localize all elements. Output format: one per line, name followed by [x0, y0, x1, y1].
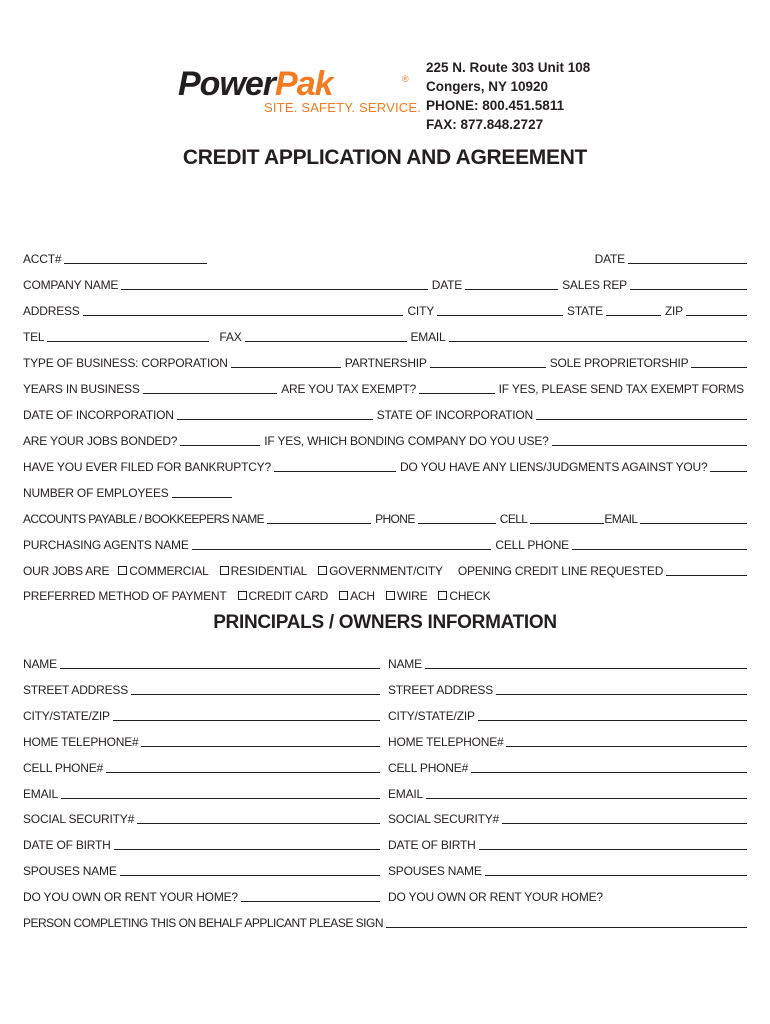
row-signature — [23, 912, 747, 930]
fax-label: FAX — [219, 330, 242, 344]
principal1-city-row — [23, 705, 380, 723]
jobs-bonded-field[interactable] — [180, 432, 260, 446]
credit-card-checkbox[interactable] — [238, 591, 247, 600]
principal2-email-field[interactable] — [426, 785, 747, 799]
state-label: STATE — [567, 304, 603, 318]
company-name-label: COMPANY NAME — [23, 278, 119, 292]
principal2-own-rent-label: DO YOU OWN OR RENT YOUR HOME? — [388, 890, 603, 904]
row-job-types — [23, 560, 747, 578]
state-field[interactable] — [606, 302, 661, 316]
principal1-street-row — [23, 679, 380, 697]
zip-field[interactable] — [686, 302, 747, 316]
principal1-city-label: CITY/STATE/ZIP — [23, 709, 110, 723]
logo-wordmark — [178, 66, 333, 102]
fax-field[interactable] — [245, 328, 407, 342]
address-line-2: Congers, NY 10920 — [426, 79, 549, 94]
principal2-dob-field[interactable] — [479, 836, 747, 850]
principal2-spouse-label: SPOUSES NAME — [388, 864, 482, 878]
state-of-incorporation-field[interactable] — [536, 406, 747, 420]
row-payment-method — [23, 585, 747, 603]
row-accounts-payable — [23, 508, 747, 526]
company-fax: FAX: 877.848.2727 — [426, 117, 544, 132]
principal1-email-field[interactable] — [61, 785, 380, 799]
date-of-incorporation-label: DATE OF INCORPORATION — [23, 408, 174, 422]
principal1-city-field[interactable] — [113, 707, 380, 721]
principal1-dob-label: DATE OF BIRTH — [23, 838, 111, 852]
principal1-cell-field[interactable] — [106, 759, 380, 773]
acct-field[interactable] — [64, 250, 207, 264]
registered-mark: ® — [402, 74, 409, 84]
credit-card-label: CREDIT CARD — [248, 589, 329, 603]
principal1-dob-field[interactable] — [114, 836, 380, 850]
logo-pak-text: Pak — [275, 65, 333, 103]
principal1-cell-label: CELL PHONE# — [23, 761, 104, 775]
job-type-government[interactable] — [318, 564, 446, 578]
page-title: CREDIT APPLICATION AND AGREEMENT — [182, 146, 588, 169]
principal2-street-label: STREET ADDRESS — [388, 683, 494, 697]
ap-name-field[interactable] — [267, 510, 371, 524]
principal1-name-label: NAME — [23, 657, 57, 671]
signature-field[interactable] — [386, 914, 747, 928]
principal1-cell-row — [23, 757, 380, 775]
wire-label: WIRE — [396, 589, 428, 603]
our-jobs-label: OUR JOBS ARE — [23, 564, 110, 578]
row-business-type — [23, 352, 747, 370]
purchasing-cell-label: CELL PHONE — [495, 538, 569, 552]
row-bankruptcy — [23, 456, 747, 474]
principal1-home-tel-label: HOME TELEPHONE# — [23, 735, 139, 749]
date-top-label: DATE — [594, 252, 625, 266]
principal1-ssn-row — [23, 808, 380, 826]
row-years — [23, 378, 747, 396]
principal2-cell-label: CELL PHONE# — [388, 761, 469, 775]
principal1-ssn-label: SOCIAL SECURITY# — [23, 812, 135, 826]
tel-field[interactable] — [47, 328, 209, 342]
opening-credit-line-field[interactable] — [666, 562, 747, 576]
years-in-business-label: YEARS IN BUSINESS — [23, 382, 140, 396]
ap-phone-field[interactable] — [418, 510, 496, 524]
zip-label: ZIP — [664, 304, 683, 318]
opening-credit-line-label: OPENING CREDIT LINE REQUESTED — [457, 564, 664, 578]
date-top-field[interactable] — [628, 250, 747, 264]
principal1-ssn-field[interactable] — [137, 810, 380, 824]
bonding-company-field[interactable] — [552, 432, 747, 446]
principal2-own-rent-row — [388, 886, 747, 904]
principal2-street-field[interactable] — [496, 681, 747, 695]
payment-wire[interactable] — [386, 589, 431, 603]
preferred-payment-label: PREFERRED METHOD OF PAYMENT — [23, 589, 227, 603]
company-name-field[interactable] — [121, 276, 428, 290]
ap-cell-label: CELL — [499, 512, 528, 526]
tax-exempt-forms-label: IF YES, PLEASE SEND TAX EXEMPT FORMS — [498, 382, 744, 396]
business-type-label: TYPE OF BUSINESS: CORPORATION — [23, 356, 228, 370]
ap-phone-label: PHONE — [375, 512, 415, 526]
principal1-spouse-label: SPOUSES NAME — [23, 864, 117, 878]
principal2-name-row — [388, 653, 747, 671]
bankruptcy-label: HAVE YOU EVER FILED FOR BANKRUPTCY? — [23, 460, 271, 474]
wire-checkbox[interactable] — [386, 591, 395, 600]
principal1-name-field[interactable] — [60, 655, 380, 669]
principal2-ssn-label: SOCIAL SECURITY# — [388, 812, 500, 826]
principal1-spouse-row — [23, 860, 380, 878]
bonding-company-label: IF YES, WHICH BONDING COMPANY DO YOU USE? — [264, 434, 549, 448]
email-field[interactable] — [449, 328, 747, 342]
ap-email-field[interactable] — [640, 510, 747, 524]
signature-label: PERSON COMPLETING THIS ON BEHALF APPLICANT PLEASE SIGN — [23, 916, 383, 930]
row-purchasing — [23, 534, 747, 552]
city-field[interactable] — [437, 302, 563, 316]
logo-power-text: Power — [178, 65, 276, 103]
tel-label: TEL — [23, 330, 45, 344]
row-incorporation — [23, 404, 747, 422]
payment-check[interactable] — [438, 589, 493, 603]
address-field[interactable] — [83, 302, 404, 316]
company-phone: PHONE: 800.451.5811 — [426, 98, 565, 113]
principal2-home-tel-field[interactable] — [506, 733, 747, 747]
principal2-email-label: EMAIL — [388, 787, 424, 801]
principal2-ssn-row — [388, 808, 747, 826]
commercial-label: COMMERCIAL — [129, 564, 209, 578]
row-contact — [23, 326, 747, 344]
num-employees-label: NUMBER OF EMPLOYEES — [23, 486, 169, 500]
address-label: ADDRESS — [23, 304, 80, 318]
job-type-commercial[interactable] — [118, 564, 211, 578]
purchasing-agent-field[interactable] — [192, 536, 492, 550]
principal2-cell-row — [388, 757, 747, 775]
liens-label: DO YOU HAVE ANY LIENS/JUDGMENTS AGAINST YOU? — [399, 460, 708, 474]
partnership-field[interactable] — [430, 354, 546, 368]
principal2-name-label: NAME — [388, 657, 422, 671]
date-of-incorporation-field[interactable] — [177, 406, 373, 420]
principal1-street-label: STREET ADDRESS — [23, 683, 129, 697]
principal1-own-rent-field[interactable] — [241, 888, 380, 902]
ap-cell-field[interactable] — [530, 510, 604, 524]
principal2-spouse-row — [388, 860, 747, 878]
principal1-own-rent-label: DO YOU OWN OR RENT YOUR HOME? — [23, 890, 238, 904]
payment-ach[interactable] — [339, 589, 378, 603]
principal2-ssn-field[interactable] — [502, 810, 747, 824]
sole-proprietorship-field[interactable] — [691, 354, 747, 368]
ap-email-label: EMAIL — [604, 512, 638, 526]
principal2-street-row — [388, 679, 747, 697]
email-label: EMAIL — [410, 330, 446, 344]
corporation-field[interactable] — [231, 354, 341, 368]
principal2-dob-label: DATE OF BIRTH — [388, 838, 476, 852]
commercial-checkbox[interactable] — [118, 566, 127, 575]
principal1-spouse-field[interactable] — [120, 862, 380, 876]
row-acct — [23, 248, 747, 266]
purchasing-cell-field[interactable] — [572, 536, 747, 550]
row-address — [23, 300, 747, 318]
acct-label: ACCT# — [23, 252, 62, 266]
principal2-home-tel-label: HOME TELEPHONE# — [388, 735, 504, 749]
principal1-own-rent-row — [23, 886, 380, 904]
sales-rep-field[interactable] — [630, 276, 747, 290]
ap-name-label: ACCOUNTS PAYABLE / BOOKKEEPERS NAME — [23, 512, 265, 526]
government-checkbox[interactable] — [318, 566, 327, 575]
principal2-home-tel-row — [388, 731, 747, 749]
liens-field[interactable] — [710, 458, 747, 472]
principal2-email-row — [388, 783, 747, 801]
principal2-city-row — [388, 705, 747, 723]
city-label: CITY — [407, 304, 435, 318]
principal2-name-field[interactable] — [425, 655, 747, 669]
principal1-email-row — [23, 783, 380, 801]
check-label: CHECK — [449, 589, 491, 603]
purchasing-agent-label: PURCHASING AGENTS NAME — [23, 538, 189, 552]
principal2-spouse-field[interactable] — [485, 862, 747, 876]
logo-tagline: SITE. SAFETY. SERVICE. — [264, 100, 422, 115]
payment-credit-card[interactable] — [238, 589, 332, 603]
row-employees — [23, 482, 747, 500]
principal2-city-label: CITY/STATE/ZIP — [388, 709, 475, 723]
bankruptcy-field[interactable] — [274, 458, 396, 472]
date-label: DATE — [431, 278, 463, 292]
tax-exempt-label: ARE YOU TAX EXEMPT? — [281, 382, 417, 396]
company-address-block — [426, 58, 590, 134]
ach-checkbox[interactable] — [339, 591, 348, 600]
partnership-label: PARTNERSHIP — [344, 356, 427, 370]
government-label: GOVERNMENT/CITY — [329, 564, 443, 578]
powerpak-logo — [178, 65, 422, 118]
ach-label: ACH — [350, 589, 375, 603]
principal2-city-field[interactable] — [478, 707, 747, 721]
residential-checkbox[interactable] — [220, 566, 229, 575]
principal1-email-label: EMAIL — [23, 787, 59, 801]
years-in-business-field[interactable] — [143, 380, 278, 394]
principals-section-title: PRINCIPALS / OWNERS INFORMATION — [213, 612, 557, 633]
principal1-home-tel-field[interactable] — [141, 733, 380, 747]
jobs-bonded-label: ARE YOUR JOBS BONDED? — [23, 434, 178, 448]
address-line-1: 225 N. Route 303 Unit 108 — [426, 60, 591, 75]
num-employees-field[interactable] — [172, 484, 232, 498]
residential-label: RESIDENTIAL — [230, 564, 308, 578]
state-of-incorporation-label: STATE OF INCORPORATION — [376, 408, 533, 422]
row-company — [23, 274, 747, 292]
principal1-home-tel-row — [23, 731, 380, 749]
principal2-dob-row — [388, 834, 747, 852]
tax-exempt-field[interactable] — [419, 380, 495, 394]
principal2-cell-field[interactable] — [471, 759, 747, 773]
sole-proprietorship-label: SOLE PROPRIETORSHIP — [549, 356, 689, 370]
principal1-dob-row — [23, 834, 380, 852]
principal1-street-field[interactable] — [131, 681, 380, 695]
principal1-name-row — [23, 653, 380, 671]
check-checkbox[interactable] — [438, 591, 447, 600]
date-field[interactable] — [465, 276, 558, 290]
sales-rep-label: SALES REP — [562, 278, 627, 292]
row-bonded — [23, 430, 747, 448]
job-type-residential[interactable] — [220, 564, 311, 578]
